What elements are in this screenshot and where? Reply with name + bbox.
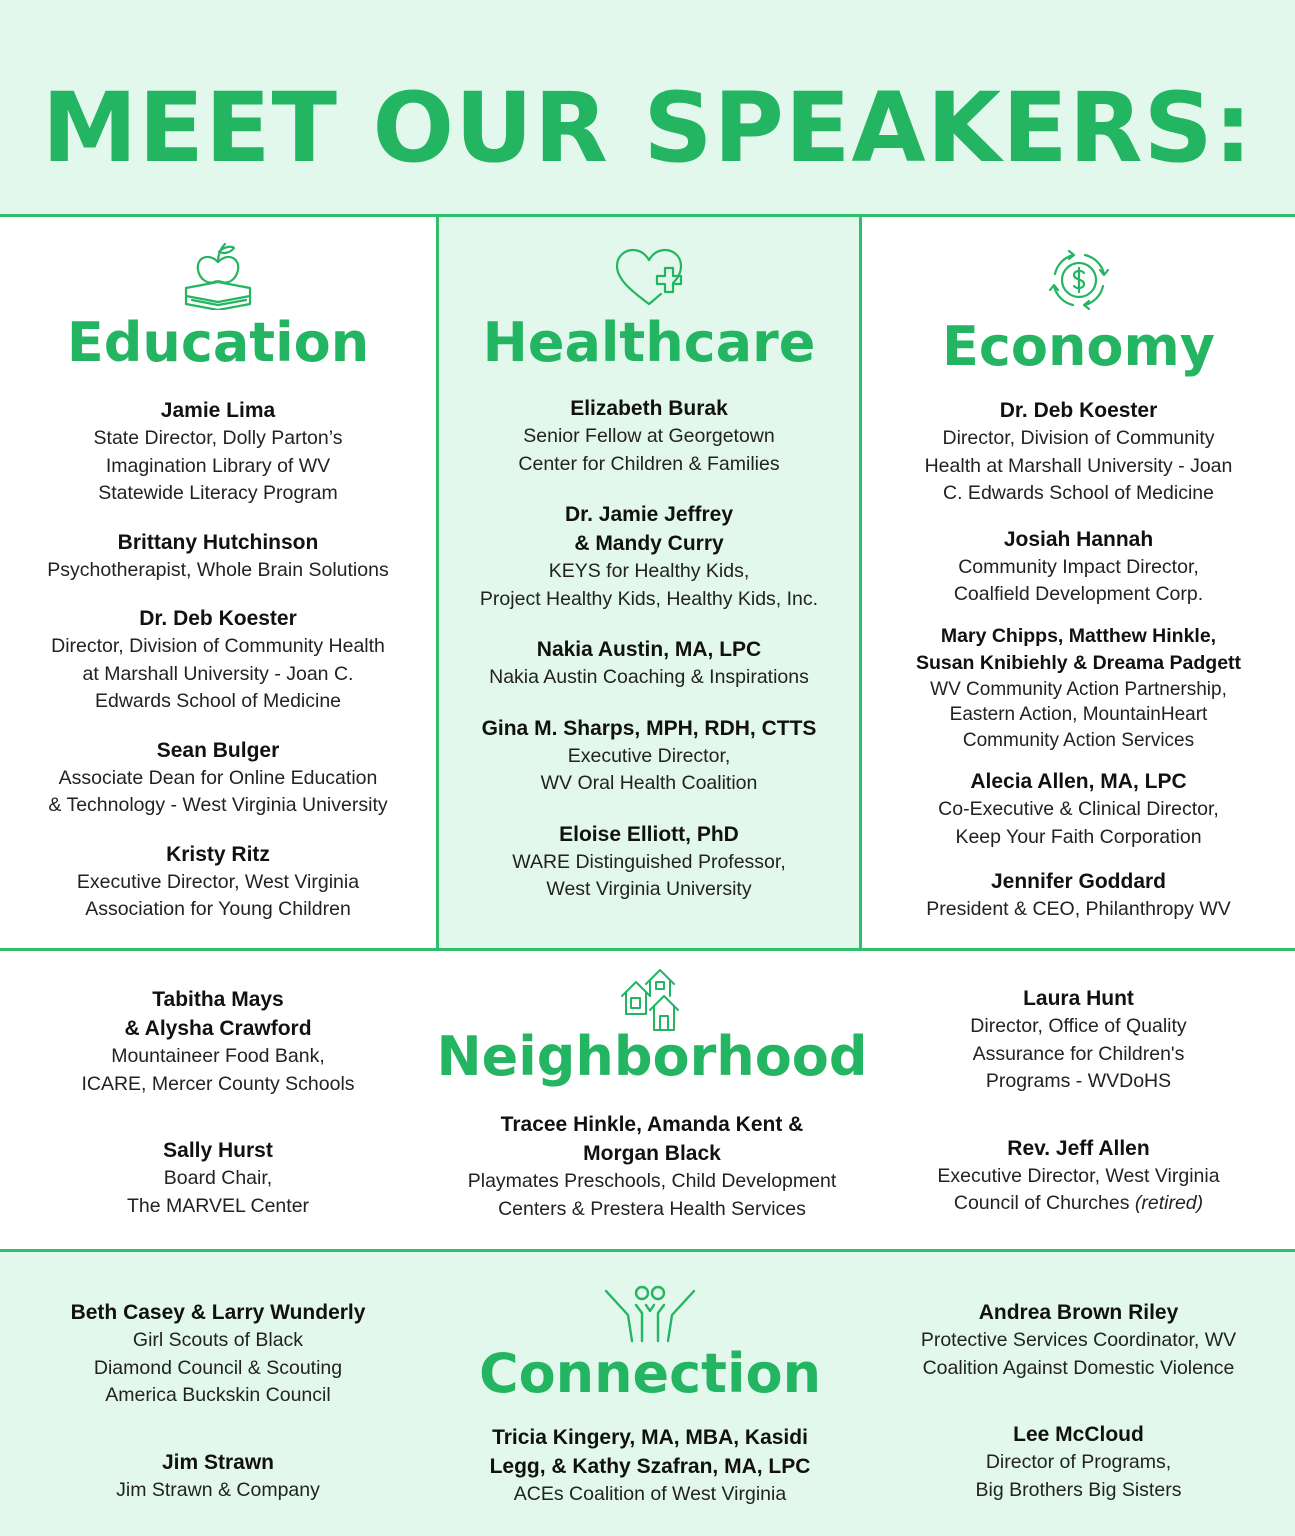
speaker-name: Jamie Lima — [160, 399, 276, 422]
speaker-role-line: The MARVEL Center — [126, 1194, 310, 1217]
speaker-entry — [430, 1423, 870, 1509]
speaker-role-line: Eastern Action, MountainHeart — [949, 704, 1208, 725]
neighborhood-center-speaker-list — [420, 1110, 884, 1223]
speaker-name: Sean Bulger — [156, 738, 280, 762]
speaker-role-line: at Marshall University - Joan C. — [82, 662, 354, 685]
speaker-role-line: Project Healthy Kids, Healthy Kids, Inc. — [479, 587, 819, 610]
speaker-name: Jennifer Goddard — [990, 870, 1167, 893]
connection-heading: Connection — [478, 1342, 822, 1405]
speaker-role — [420, 1168, 884, 1223]
speaker-name: Brittany Hutchinson — [117, 530, 319, 554]
speaker-entry — [0, 985, 436, 1098]
speaker-name: Tabitha Mays — [152, 988, 284, 1011]
speaker-role-line: Council of Churches (retired) — [953, 1192, 1204, 1214]
page-title: MEET OUR SPEAKERS: — [41, 72, 1254, 184]
speaker-role-line: KEYS for Healthy Kids, — [548, 560, 750, 582]
speaker-role — [0, 1043, 436, 1098]
speaker-name: Josiah Hannah — [1003, 527, 1154, 551]
speaker-role-line: Mountaineer Food Bank, — [111, 1045, 325, 1067]
speaker-role-line: Community Action Services — [962, 729, 1195, 751]
speaker-role — [0, 765, 436, 820]
speaker-role-line: President & CEO, Philanthropy WV — [926, 898, 1231, 920]
speaker-name: Tricia Kingery, MA, MBA, Kasidi — [492, 1426, 808, 1449]
speaker-role-line: Co-Executive & Clinical Director, — [938, 798, 1219, 820]
speaker-role — [0, 633, 436, 716]
speaker-entry — [0, 528, 436, 585]
speaker-entry — [420, 1110, 884, 1223]
speaker-role-line: West Virginia University — [546, 878, 752, 900]
connection-right-column — [862, 1298, 1295, 1504]
dollar-cycle-icon — [1043, 244, 1115, 316]
speaker-role — [439, 849, 859, 904]
speaker-role-line: Associate Dean for Online Education — [58, 766, 378, 789]
connection-right-speaker-list — [862, 1298, 1295, 1504]
speaker-role-line: Edwards School of Medicine — [94, 690, 342, 712]
neighborhood-right-speaker-list — [862, 984, 1295, 1218]
speaker-role — [0, 425, 436, 508]
neighborhood-left-column — [0, 985, 436, 1220]
speaker-entry — [439, 635, 859, 692]
divider-top — [0, 214, 1295, 217]
speaker-entry — [862, 767, 1295, 851]
speaker-role — [862, 896, 1295, 924]
speaker-role-line: Keep Your Faith Corporation — [955, 825, 1202, 848]
speaker-entry — [0, 840, 436, 924]
speaker-role-line: WV Community Action Partnership, — [930, 678, 1227, 700]
neighborhood-left-speaker-list — [0, 985, 436, 1220]
speaker-role — [862, 1449, 1295, 1504]
speaker-role-line: Diamond Council & Scouting — [93, 1356, 343, 1379]
speaker-role-line: C. Edwards School of Medicine — [943, 482, 1214, 504]
speaker-role-line: Jim Strawn & Company — [116, 1478, 320, 1501]
connection-center-column — [430, 1283, 870, 1509]
speaker-name: & Alysha Crawford — [124, 1017, 312, 1040]
speaker-role-line: Health at Marshall University - Joan — [924, 454, 1233, 477]
economy-speaker-list — [862, 396, 1295, 924]
speaker-role-line: Protective Services Coordinator, WV — [920, 1329, 1237, 1351]
speaker-role — [439, 423, 859, 478]
speaker-name: Dr. Deb Koester — [139, 607, 297, 630]
speaker-role-line: Nakia Austin Coaching & Inspirations — [489, 666, 809, 688]
speaker-name: Tracee Hinkle, Amanda Kent & — [500, 1113, 804, 1136]
speaker-role-line: ICARE, Mercer County Schools — [81, 1072, 355, 1095]
education-column — [0, 238, 436, 924]
speaker-role — [439, 743, 859, 798]
speaker-entry — [439, 500, 859, 613]
speaker-role-line: Big Brothers Big Sisters — [975, 1478, 1182, 1501]
education-speaker-list — [0, 396, 436, 924]
neighborhood-right-column — [862, 984, 1295, 1218]
speaker-role — [0, 869, 436, 924]
speaker-role — [430, 1481, 870, 1509]
speaker-role — [862, 425, 1295, 508]
speaker-role-line: Executive Director, West Virginia — [76, 870, 360, 893]
speaker-role-line: Playmates Preschools, Child Development — [467, 1170, 837, 1192]
speaker-role-line: Imagination Library of WV — [105, 454, 331, 477]
speaker-name: Dr. Deb Koester — [999, 399, 1158, 422]
speaker-role-line: Executive Director, — [567, 744, 731, 767]
speaker-role-line: Director of Programs, — [985, 1451, 1172, 1473]
divider-bottom — [0, 1249, 1295, 1252]
speaker-role — [0, 1327, 436, 1410]
people-raised-arms-icon — [602, 1283, 698, 1345]
speaker-entry — [0, 736, 436, 820]
speaker-name: Lee McCloud — [1013, 1423, 1144, 1446]
speaker-name: Alecia Allen, MA, LPC — [970, 770, 1187, 793]
speaker-role-line: ACEs Coalition of West Virginia — [513, 1483, 787, 1505]
speaker-entry — [439, 820, 859, 904]
speaker-role-line: Board Chair, — [163, 1167, 273, 1189]
speaker-entry — [862, 1298, 1295, 1382]
speaker-name: & Mandy Curry — [574, 532, 724, 555]
speaker-entry — [862, 867, 1295, 924]
speaker-entry — [862, 525, 1295, 609]
speaker-entry — [0, 396, 436, 508]
speaker-name: Morgan Black — [583, 1142, 721, 1165]
speaker-name: Beth Casey & Larry Wunderly — [70, 1301, 366, 1324]
speaker-name: Gina M. Sharps, MPH, RDH, CTTS — [481, 716, 817, 740]
speaker-entry — [0, 1136, 436, 1220]
speaker-role-line: America Buckskin Council — [105, 1384, 331, 1406]
speaker-entry — [862, 396, 1295, 508]
speaker-role — [0, 557, 436, 585]
speaker-role-line: Assurance for Children's — [972, 1042, 1185, 1065]
speaker-role-line: Center for Children & Families — [518, 452, 780, 475]
speaker-role-line: & Technology - West Virginia University — [48, 794, 388, 816]
speaker-role-line: Statewide Literacy Program — [98, 482, 338, 504]
speaker-name: Dr. Jamie Jeffrey — [564, 503, 734, 526]
speaker-name: Andrea Brown Riley — [978, 1301, 1179, 1324]
speaker-role-line: Coalition Against Domestic Violence — [922, 1356, 1235, 1379]
speaker-role-line: State Director, Dolly Parton’s — [93, 427, 343, 449]
speaker-role-line: Director, Division of Community — [942, 427, 1215, 449]
apple-books-icon — [178, 238, 258, 310]
speaker-role — [862, 796, 1295, 851]
speaker-role-line: Psychotherapist, Whole Brain Solutions — [47, 558, 389, 581]
speaker-entry — [862, 1134, 1295, 1218]
speaker-name: Legg, & Kathy Szafran, MA, LPC — [489, 1455, 811, 1478]
speaker-entry — [439, 714, 859, 798]
connection-center-speaker-list — [430, 1423, 870, 1509]
speaker-role-line: Girl Scouts of Black — [132, 1329, 304, 1351]
speaker-role — [439, 664, 859, 692]
speaker-name: Jim Strawn — [161, 1450, 275, 1474]
speaker-role-line: Director, Division of Community Health — [51, 635, 385, 657]
speaker-name: Sally Hurst — [163, 1139, 273, 1162]
speaker-name: Nakia Austin, MA, LPC — [536, 638, 762, 661]
connection-left-speaker-list — [0, 1298, 436, 1504]
speaker-name: Eloise Elliott, PhD — [559, 822, 739, 846]
houses-icon — [620, 966, 684, 1034]
speaker-name: Laura Hunt — [1023, 987, 1134, 1010]
speaker-entry — [862, 623, 1295, 754]
economy-column — [862, 244, 1295, 924]
speaker-name: Susan Knibiehly & Dreama Padgett — [915, 651, 1242, 674]
speaker-entry — [0, 1298, 436, 1410]
speaker-role-line: WV Oral Health Coalition — [540, 772, 758, 794]
speaker-role-suffix: (retired) — [1129, 1192, 1204, 1214]
speaker-role-line: Director, Office of Quality — [970, 1015, 1187, 1037]
speaker-role-line: Community Impact Director, — [958, 555, 1199, 578]
speaker-role-line: Coalfield Development Corp. — [953, 583, 1204, 605]
speaker-name: Mary Chipps, Matthew Hinkle, — [940, 624, 1217, 647]
speaker-name: Kristy Ritz — [166, 842, 270, 866]
speaker-role-line: WARE Distinguished Professor, — [512, 850, 786, 873]
healthcare-heading: Healthcare — [482, 311, 816, 374]
neighborhood-center-column — [420, 966, 884, 1223]
speaker-entry — [862, 984, 1295, 1096]
speaker-entry — [862, 1420, 1295, 1504]
speaker-entry — [0, 1448, 436, 1505]
speaker-role-line: Association for Young Children — [85, 898, 351, 920]
speaker-role-line: Programs - WVDoHS — [985, 1070, 1172, 1092]
speaker-entry — [439, 394, 859, 478]
speaker-name: Rev. Jeff Allen — [1007, 1136, 1150, 1160]
speaker-role-line: Centers & Prestera Health Services — [498, 1197, 806, 1220]
connection-left-column — [0, 1298, 436, 1504]
education-heading: Education — [66, 311, 370, 374]
speaker-entry — [0, 604, 436, 716]
speaker-role-line: Senior Fellow at Georgetown — [523, 425, 775, 447]
healthcare-column — [439, 246, 859, 904]
speaker-role — [862, 1013, 1295, 1096]
speaker-role-line: Executive Director, West Virginia — [937, 1164, 1220, 1187]
speaker-role — [862, 677, 1295, 754]
speaker-name: Elizabeth Burak — [570, 397, 728, 420]
economy-heading: Economy — [941, 315, 1215, 378]
neighborhood-heading: Neighborhood — [436, 1025, 868, 1088]
heart-plus-icon — [611, 246, 687, 310]
divider-middle — [0, 948, 1295, 951]
speaker-role — [862, 1327, 1295, 1382]
speaker-role — [862, 1163, 1295, 1218]
healthcare-speaker-list — [439, 394, 859, 904]
speaker-role — [0, 1165, 436, 1220]
speaker-role — [0, 1477, 436, 1505]
speaker-role — [439, 558, 859, 613]
speaker-role — [862, 554, 1295, 609]
